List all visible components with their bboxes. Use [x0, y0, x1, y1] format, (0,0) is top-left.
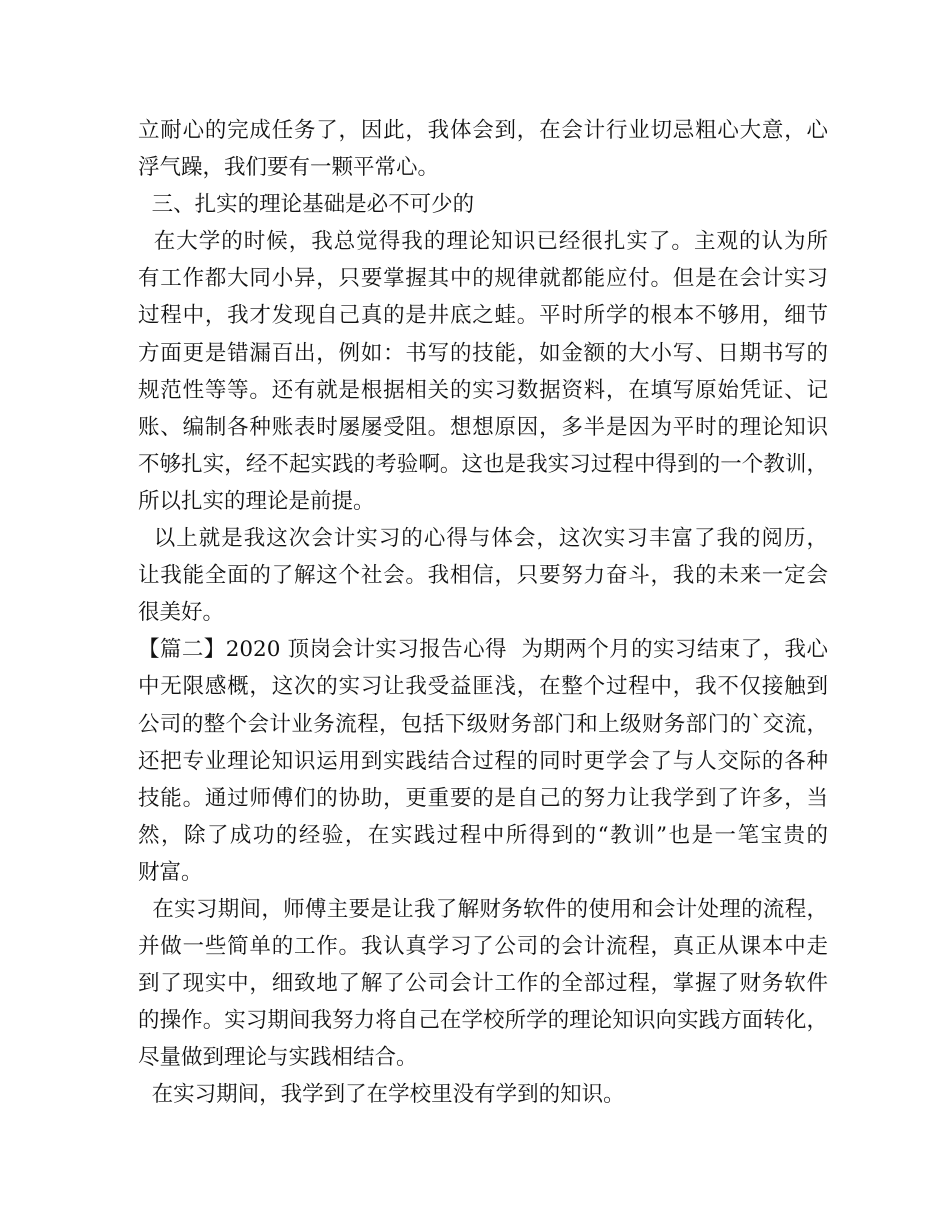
- text-line: 公司的整个会计业务流程，包括下级财务部门和上级财务部门的`交流，: [138, 711, 828, 737]
- text-line: 有工作都大同小异，只要掌握其中的规律就都能应付。但是在会计实习: [138, 266, 828, 292]
- text-line: 【篇二】2020 顶岗会计实习报告心得 为期两个月的实习结束了，我心: [138, 637, 828, 663]
- text-line: 到了现实中，细致地了解了公司会计工作的全部过程，掌握了财务软件: [138, 971, 828, 997]
- text-line: 以上就是我这次会计实习的心得与体会，这次实习丰富了我的阅历，: [138, 526, 828, 552]
- text-line: 并做一些简单的工作。我认真学习了公司的会计流程，真正从课本中走: [138, 934, 828, 960]
- text-line: 中无限感概，这次的实习让我受益匪浅，在整个过程中，我不仅接触到: [138, 674, 828, 700]
- text-line: 规范性等等。还有就是根据相关的实习数据资料，在填写原始凭证、记: [138, 377, 828, 403]
- text-line: 财富。: [138, 859, 203, 885]
- text-line: 技能。通过师傅们的协助，更重要的是自己的努力让我学到了许多，当: [138, 785, 828, 811]
- text-line: 所以扎实的理论是前提。: [138, 488, 375, 514]
- text-line: 三、扎实的理论基础是必不可少的: [138, 192, 475, 218]
- text-line: 然，除了成功的经验，在实践过程中所得到的“教训”也是一笔宝贵的: [138, 822, 828, 848]
- text-line: 在实习期间，我学到了在学校里没有学到的知识。: [138, 1082, 625, 1108]
- text-line: 在大学的时候，我总觉得我的理论知识已经很扎实了。主观的认为所: [138, 229, 828, 255]
- text-line: 浮气躁，我们要有一颗平常心。: [138, 155, 440, 181]
- text-line: 账、编制各种账表时屡屡受阻。想想原因，多半是因为平时的理论知识: [138, 414, 828, 440]
- text-line: 很美好。: [138, 600, 225, 626]
- text-line: 尽量做到理论与实践相结合。: [138, 1045, 418, 1071]
- text-line: 不够扎实，经不起实践的考验啊。这也是我实习过程中得到的一个教训，: [138, 451, 828, 477]
- text-line: 的操作。实习期间我努力将自己在学校所学的理论知识向实践方面转化，: [138, 1008, 828, 1034]
- text-line: 让我能全面的了解这个社会。我相信，只要努力奋斗，我的未来一定会: [138, 563, 828, 589]
- text-line: 过程中，我才发现自己真的是井底之蛙。平时所学的根本不够用，细节: [138, 303, 828, 329]
- text-line: 立耐心的完成任务了，因此，我体会到，在会计行业切忌粗心大意，心: [138, 118, 828, 143]
- body-text: [138, 112, 828, 1114]
- text-line: 还把专业理论知识运用到实践结合过程的同时更学会了与人交际的各种: [138, 748, 828, 774]
- text-line: 在实习期间，师傅主要是让我了解财务软件的使用和会计处理的流程，: [138, 896, 828, 922]
- text-line: 方面更是错漏百出，例如：书写的技能，如金额的大小写、日期书写的: [138, 340, 828, 366]
